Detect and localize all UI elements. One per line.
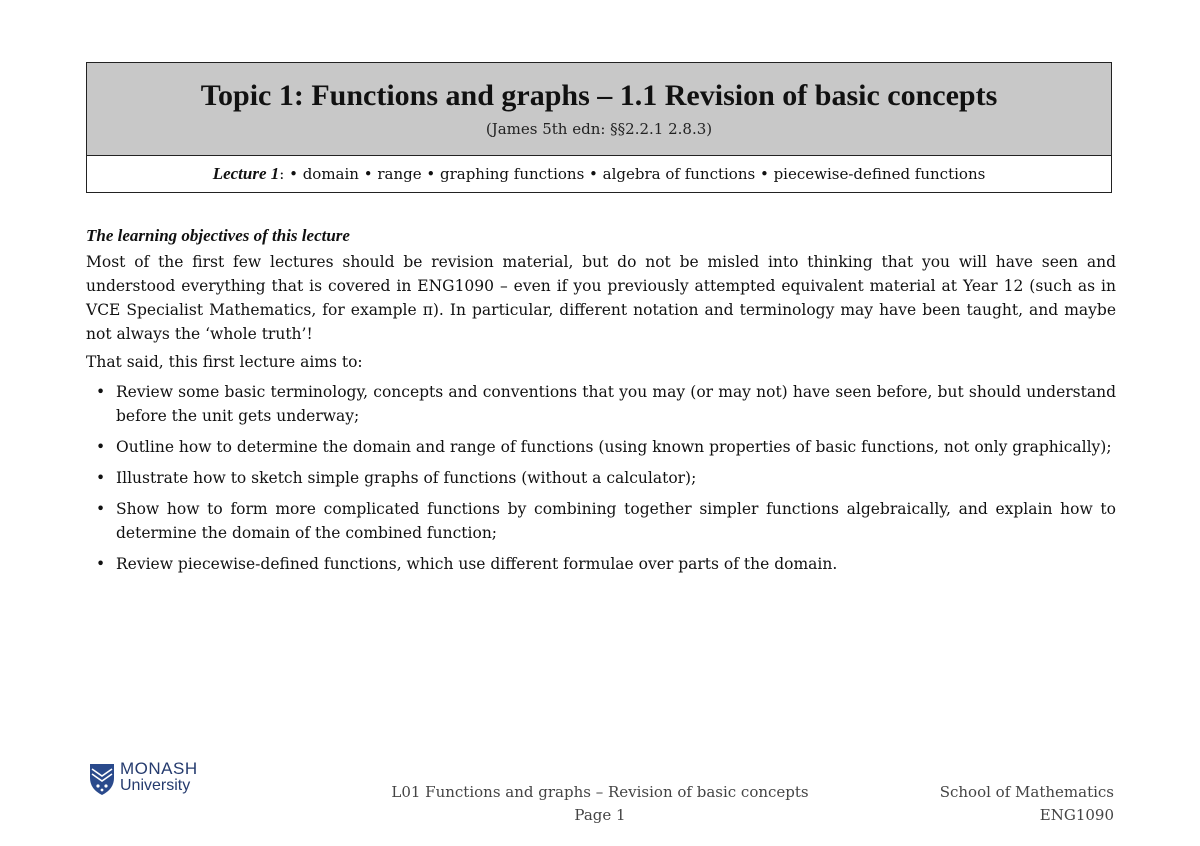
logo-wordmark [120,760,198,794]
main-content [86,224,1116,583]
bullet-icon: • [96,438,106,456]
monash-shield-icon [88,762,116,796]
lecture-topics: : • domain • range • graphing functions • algebra of functions • piecewise-defined functions [279,165,986,183]
objective-text: Outline how to determine the domain and range of functions (using known properties of basic functions, not only graphically); [116,438,1112,456]
bullet-icon: • [96,383,106,401]
footer-lecture-title: L01 Functions and graphs – Revision of basic concepts [391,783,809,801]
bullet-icon: • [96,555,106,573]
list-item [96,435,1116,459]
objectives-list [86,380,1116,576]
objective-text: Review piecewise-defined functions, which use different formulae over parts of the domain. [116,555,838,573]
logo-line-1: MONASH [120,759,198,778]
objective-text: Illustrate how to sketch simple graphs of functions (without a calculator); [116,469,697,487]
intro-paragraph: Most of the first few lectures should be revision material, but do not be misled into thinking that you will have seen and understood everything that is covered in ENG1090 – even if you previously attempted equivalent material at Year 12 (such as in VCE Specialist Mathematics, for example π). In particular, different notation and terminology may have been taught, and maybe not always the ‘whole truth’! [86,253,1116,343]
list-item [96,380,1116,428]
section-heading: The learning objectives of this lecture [86,226,350,245]
topic-header-box [86,62,1112,193]
list-item [96,552,1116,576]
lecture-label: Lecture 1 [212,164,280,183]
footer-school: School of Mathematics [939,783,1114,801]
footer-unit-code: ENG1090 [1039,806,1114,824]
page-title: Topic 1: Functions and graphs – 1.1 Revision of basic concepts [200,79,998,112]
bullet-icon: • [96,469,106,487]
objective-text: Review some basic terminology, concepts and conventions that you may (or may not) have seen before, but should understand before the unit gets underway; [116,383,1116,425]
list-item [96,497,1116,545]
bullet-icon: • [96,500,106,518]
page-subtitle: (James 5th edn: §§2.2.1 2.8.3) [485,120,713,138]
footer-center [330,781,870,827]
logo-line-2: University [120,777,191,794]
footer-page-number: Page 1 [574,806,626,824]
lecture-topics-bar [87,156,1111,192]
objectives-intro: That said, this first lecture aims to: [86,353,363,371]
topic-title-panel [87,63,1111,156]
university-logo [88,760,228,800]
footer-right [940,781,1114,827]
list-item [96,466,1116,490]
objective-text: Show how to form more complicated functions by combining together simpler functions algebraically, and explain how to determine the domain of the combined function; [116,500,1116,542]
